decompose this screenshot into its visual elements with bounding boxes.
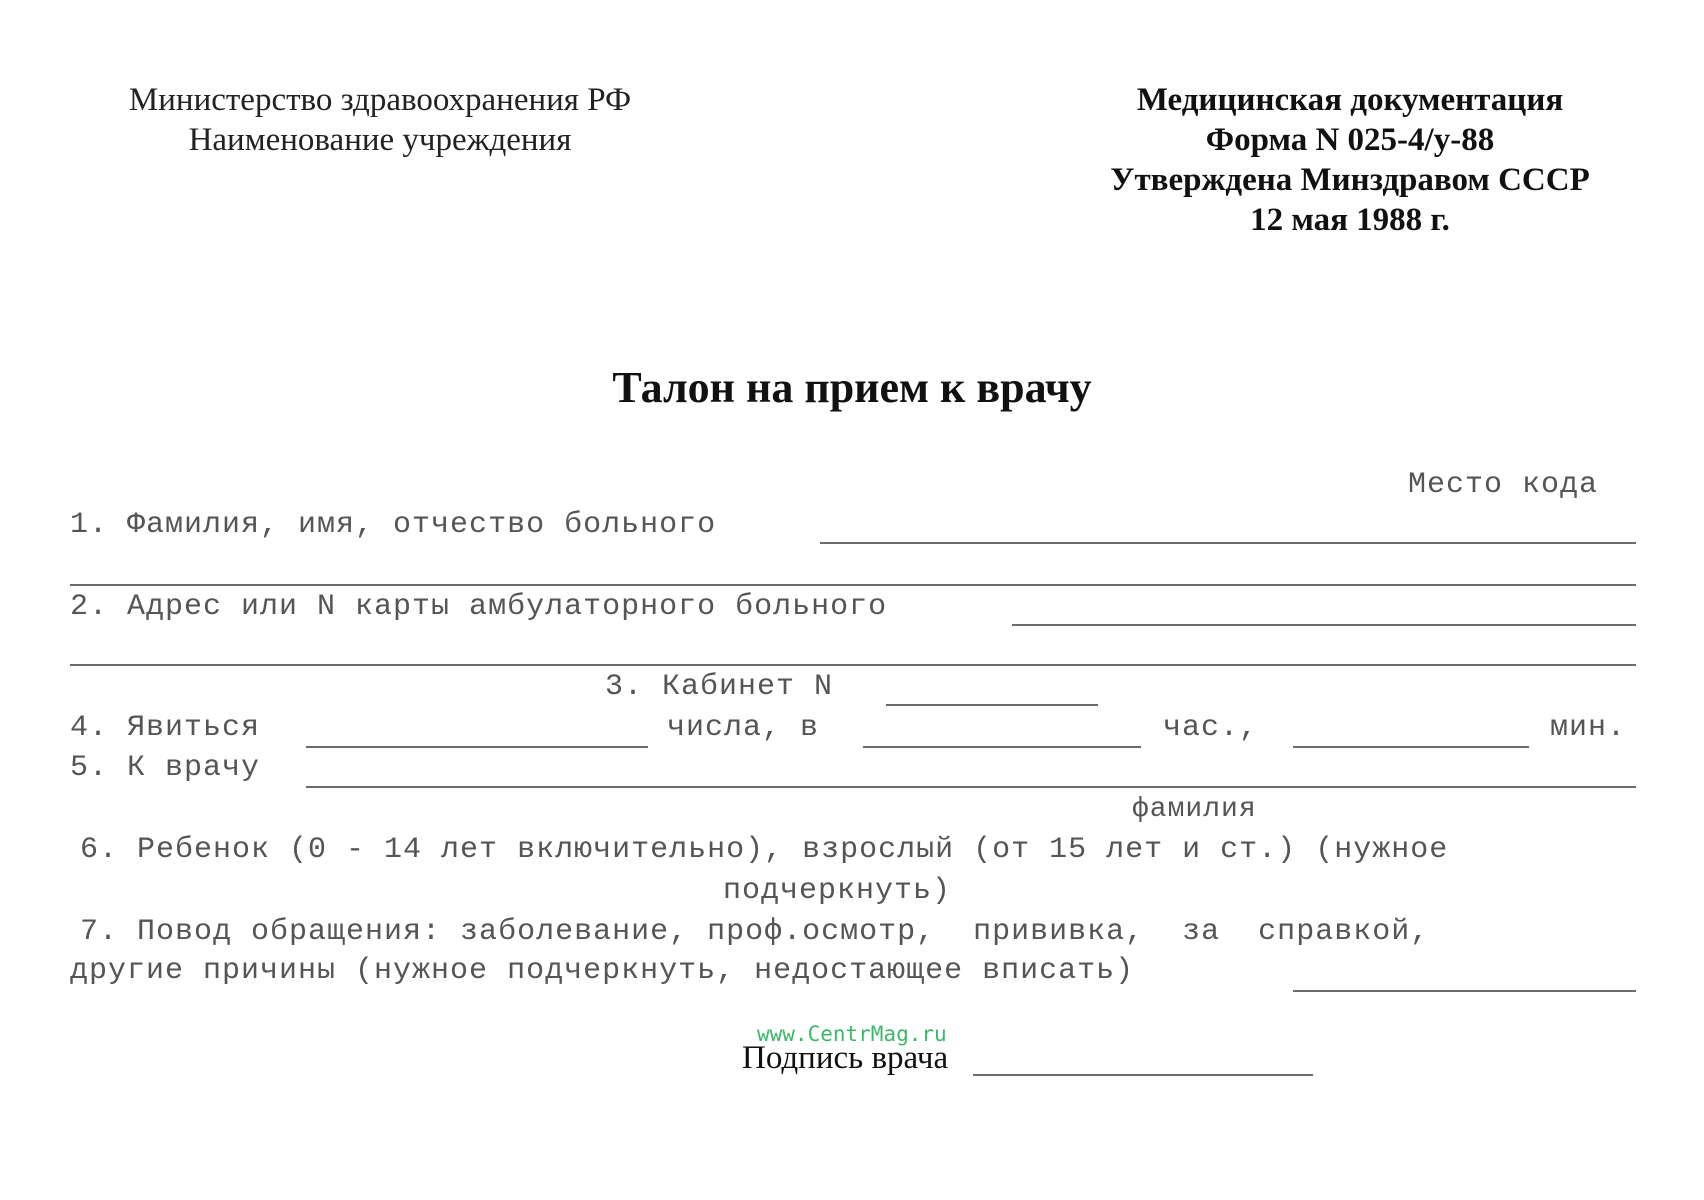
field-4-hour-line[interactable] — [863, 746, 1141, 748]
signature-label: Подпись врача — [742, 1040, 949, 1076]
field-5-line[interactable] — [306, 786, 1636, 788]
doc-type: Медицинская документация — [1136, 82, 1564, 118]
field-1-line-continuation[interactable] — [70, 584, 1636, 586]
ministry-name: Министерство здравоохранения РФ — [128, 82, 632, 118]
form-header — [1070, 80, 1630, 240]
field-4-day-label: числа, в — [667, 711, 820, 745]
field-7-other-line[interactable] — [1293, 990, 1636, 992]
field-5-hint: фамилия — [1132, 794, 1257, 825]
signature-line[interactable] — [973, 1074, 1313, 1076]
form-number: Форма N 025-4/у-88 — [1205, 122, 1495, 158]
field-6-line2: подчеркнуть) — [723, 874, 952, 908]
institution-name: Наименование учреждения — [188, 122, 572, 158]
field-4-hour-label: час., — [1163, 711, 1259, 745]
field-4-label: 4. Явиться — [70, 711, 261, 745]
field-4-min-line[interactable] — [1293, 746, 1529, 748]
field-1-line[interactable] — [820, 542, 1636, 544]
code-place-label: Место кода — [1408, 468, 1599, 502]
field-2-line-continuation[interactable] — [70, 664, 1636, 666]
field-4-day-line[interactable] — [306, 746, 648, 748]
field-1-label: 1. Фамилия, имя, отчество больного — [70, 508, 717, 542]
field-2-label: 2. Адрес или N карты амбулаторного больного — [70, 590, 888, 624]
watermark: www.CentrMag.ru — [757, 1022, 947, 1046]
field-6-line1: 6. Ребенок (0 - 14 лет включительно), взрослый (от 15 лет и ст.) (нужное — [80, 833, 1449, 867]
field-5-label: 5. К врачу — [70, 751, 261, 785]
ministry-header — [100, 80, 660, 160]
field-3-line[interactable] — [886, 704, 1098, 706]
page-title: Талон на прием к врачу — [612, 363, 1092, 412]
field-2-line[interactable] — [1012, 624, 1636, 626]
field-7-line2: другие причины (нужное подчеркнуть, недостающее вписать) — [70, 954, 1135, 988]
field-3-label: 3. Кабинет N — [605, 670, 834, 704]
approved-by: Утверждена Минздравом СССР — [1110, 162, 1590, 198]
field-4-min-label: мин. — [1550, 711, 1627, 745]
field-7-line1: 7. Повод обращения: заболевание, проф.осмотр, прививка, за справкой, — [80, 915, 1430, 949]
approval-date: 12 мая 1988 г. — [1250, 202, 1450, 238]
